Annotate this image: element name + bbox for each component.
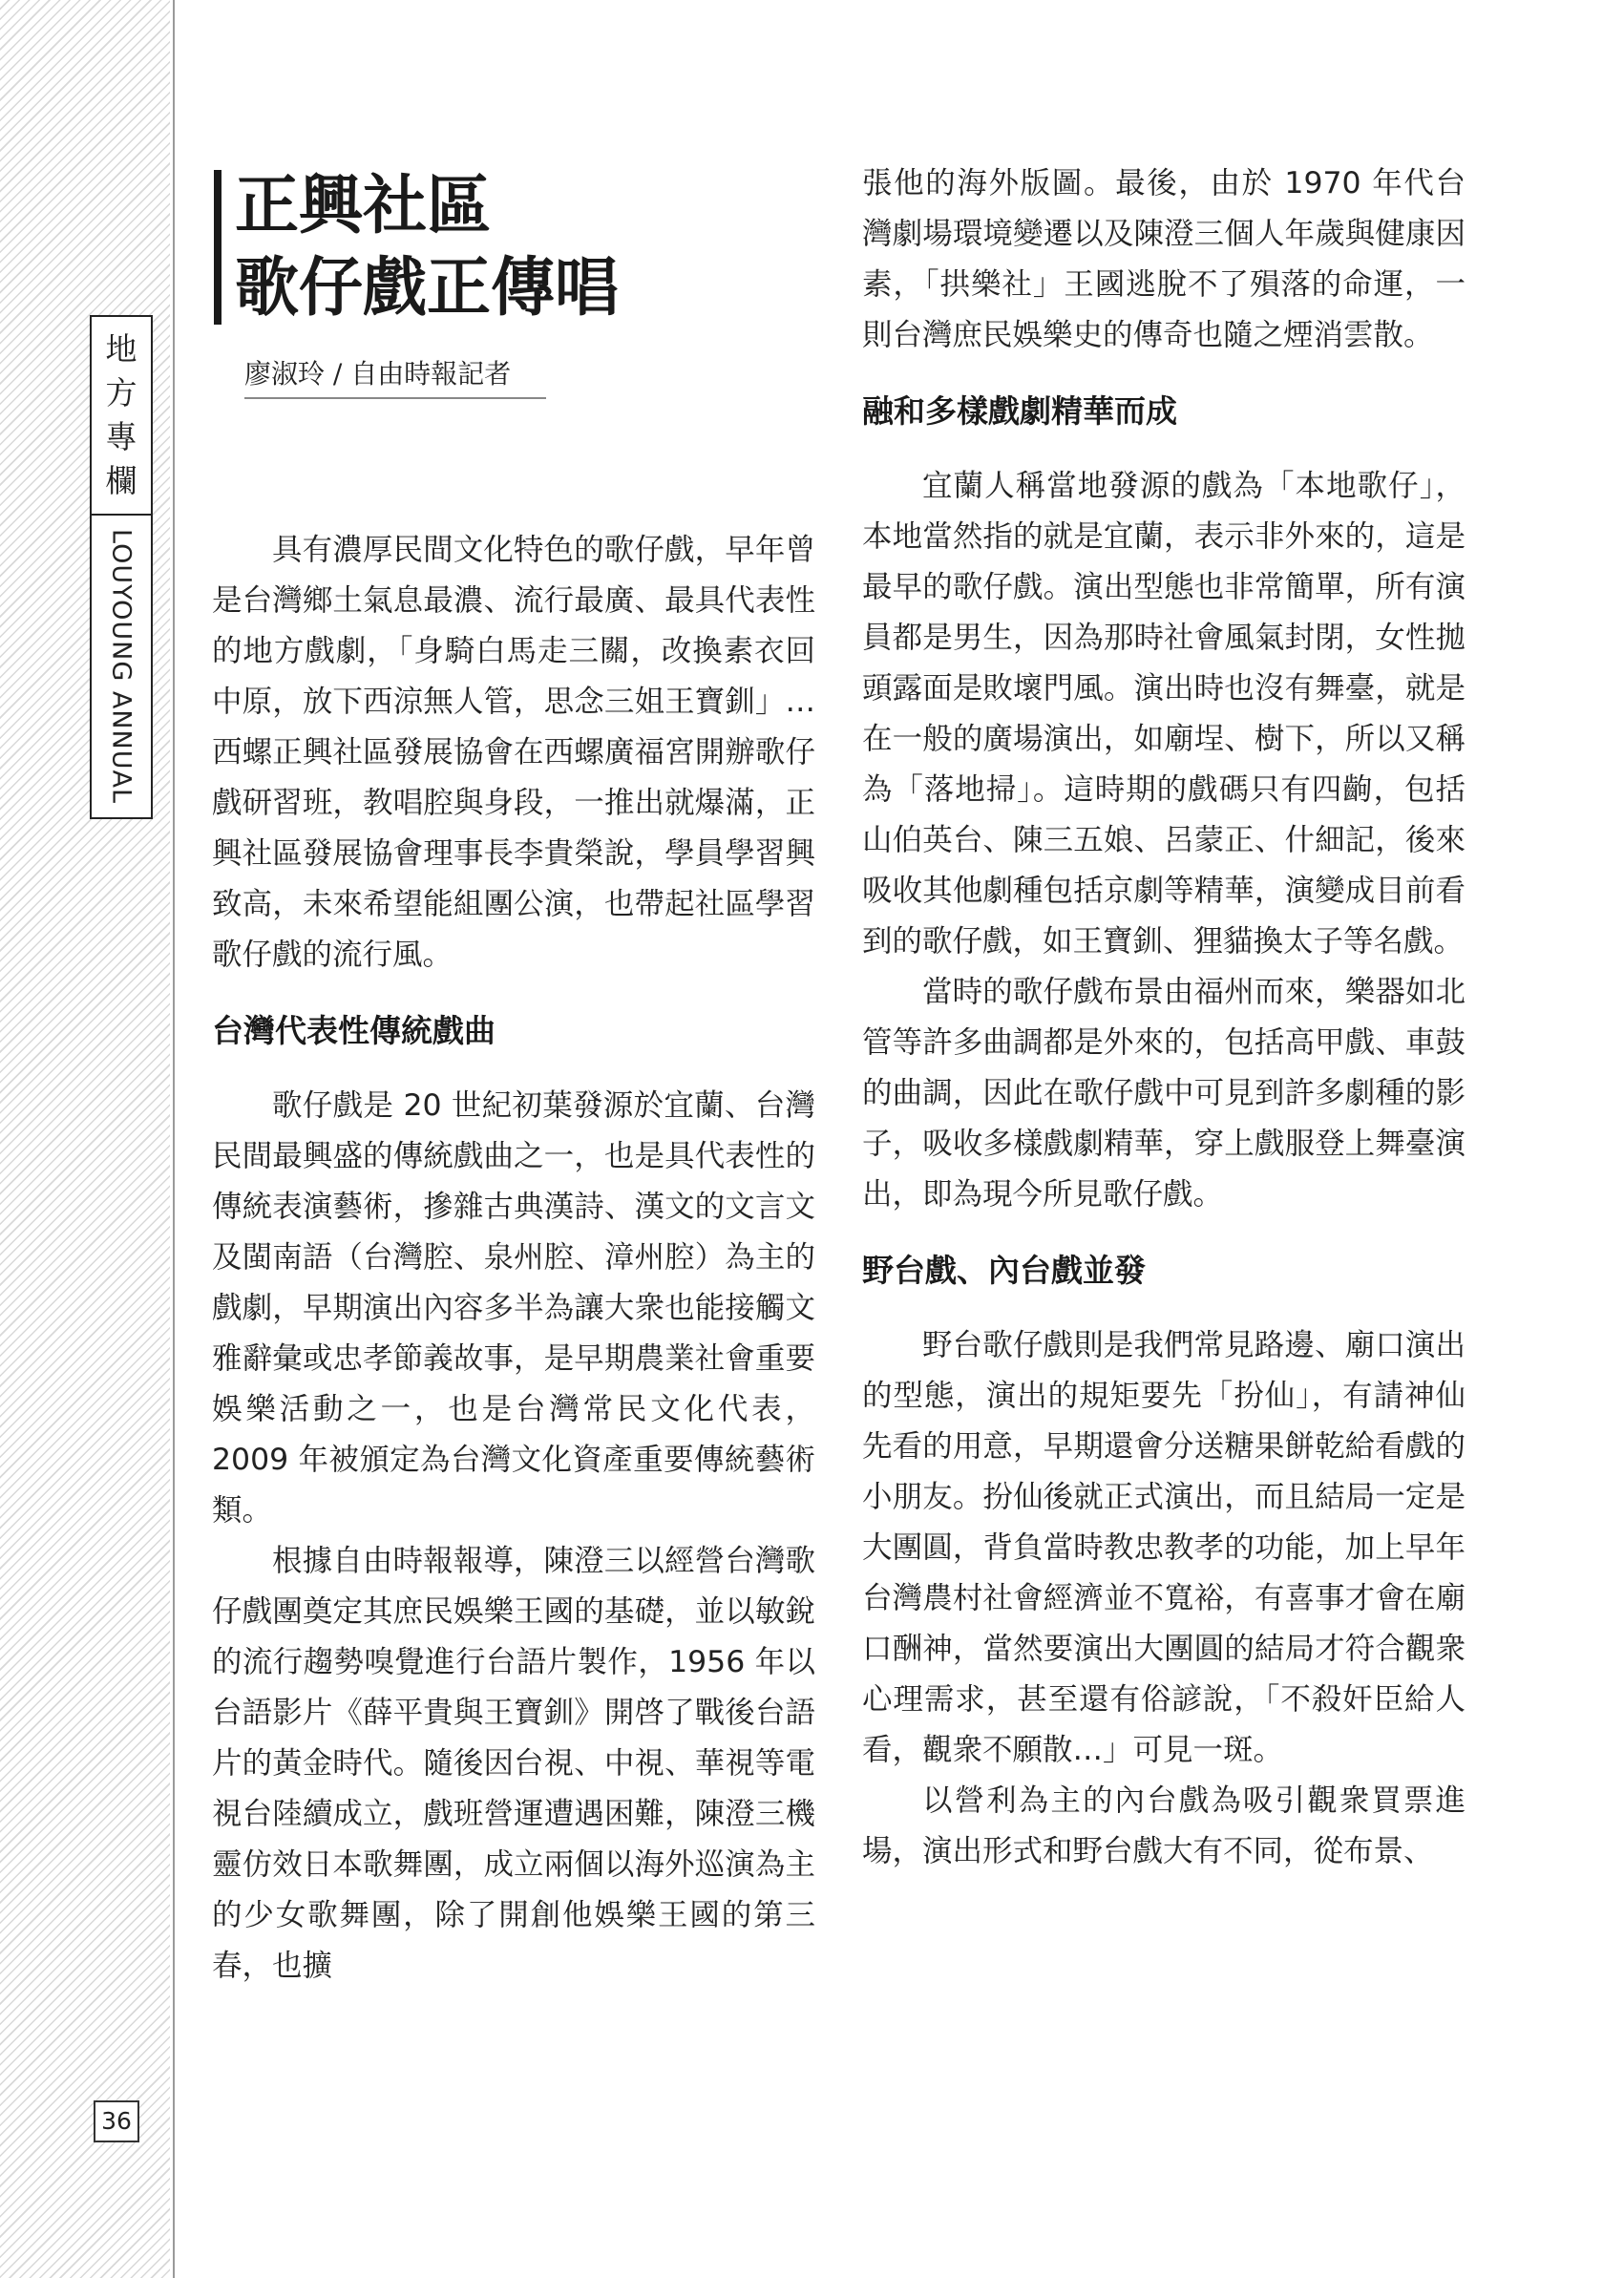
right-column bbox=[862, 158, 1466, 1877]
title-line-2: 歌仔戲正傳唱 bbox=[235, 249, 619, 325]
paragraph: 張他的海外版圖。最後，由於 1970 年代台灣劇場環境變遷以及陳澄三個人年歲與健康因素，「拱樂社」王國逃脫不了殞落的命運，一則台灣庶民娛樂史的傳奇也隨之煙消雲散。 bbox=[862, 166, 1466, 352]
section-char: 方 bbox=[105, 374, 137, 411]
byline: 廖淑玲 / 自由時報記者 bbox=[244, 358, 512, 390]
paragraph: 歌仔戲是 20 世紀初葉發源於宜蘭、台灣民間最興盛的傳統戲曲之一，也是具代表性的傳統表演藝術，摻雜古典漢詩、漢文的文言文及閩南語（台灣腔、泉州腔、漳州腔）為主的戲劇，早期演出內容多半為讓大衆也能接觸文雅辭彙或忠孝節義故事，是早期農業社會重要娛樂活動之一，也是台灣常民文化代表，2009 年被頒定為台灣文化資產重要傳統藝術類。 bbox=[212, 1088, 815, 1528]
publication-label-box bbox=[92, 516, 151, 817]
title-line-1: 正興社區 bbox=[235, 167, 491, 243]
section-char: 專 bbox=[105, 418, 137, 455]
section-heading: 台灣代表性傳統戲曲 bbox=[212, 1012, 496, 1049]
section-char: 欄 bbox=[105, 462, 137, 499]
section-heading: 融和多樣戲劇精華而成 bbox=[862, 392, 1177, 430]
paragraph: 以營利為主的內台戲為吸引觀衆買票進場，演出形式和野台戲大有不同，從布景、 bbox=[862, 1783, 1466, 1868]
section-label bbox=[92, 317, 151, 514]
section-tab bbox=[90, 315, 153, 819]
publication-name: LOUYOUNG ANNUAL bbox=[106, 529, 137, 804]
byline-underline bbox=[244, 397, 546, 399]
paragraph: 宜蘭人稱當地發源的戲為「本地歌仔」，本地當然指的就是宜蘭，表示非外來的，這是最早的歌仔戲。演出型態也非常簡單，所有演員都是男生，因為那時社會風氣封閉，女性拋頭露面是敗壞門風。演出時也沒有舞臺，就是在一般的廣場演出，如廟埕、樹下，所以又稱為「落地掃」。這時期的戲碼只有四齣，包括山伯英台、陳三五娘、呂蒙正、什細記，後來吸收其他劇種包括京劇等精華，演變成目前看到的歌仔戲，如王寶釧、狸貓換太子等名戲。 bbox=[862, 469, 1466, 959]
page-number: 36 bbox=[94, 2100, 139, 2142]
margin-divider-line bbox=[173, 0, 175, 2278]
left-column bbox=[212, 525, 815, 1992]
section-heading: 野台戲、內台戲並發 bbox=[862, 1252, 1146, 1289]
paragraph: 當時的歌仔戲布景由福州而來，樂器如北管等許多曲調都是外來的，包括高甲戲、車鼓的曲調，因此在歌仔戲中可見到許多劇種的影子，吸收多樣戲劇精華，穿上戲服登上舞臺演出，即為現今所見歌仔戲。 bbox=[862, 975, 1466, 1212]
article-title bbox=[235, 164, 619, 328]
section-char: 地 bbox=[105, 330, 137, 368]
paragraph: 野台歌仔戲則是我們常見路邊、廟口演出的型態，演出的規矩要先「扮仙」，有請神仙先看的用意，早期還會分送糖果餅乾給看戲的小朋友。扮仙後就正式演出，而且結局一定是大團圓，背負當時教忠教孝的功能，加上早年台灣農村社會經濟並不寬裕，有喜事才會在廟口酬神，當然要演出大團圓的結局才符合觀衆心理需求，甚至還有俗諺說，「不殺奸臣給人看，觀衆不願散…」可見一斑。 bbox=[862, 1328, 1466, 1767]
paragraph: 根據自由時報報導，陳澄三以經營台灣歌仔戲團奠定其庶民娛樂王國的基礎，並以敏銳的流行趨勢嗅覺進行台語片製作，1956 年以台語影片《薛平貴與王寶釧》開啓了戰後台語片的黃金時代。隨後因台視、中視、華視等電視台陸續成立，戲班營運遭遇困難，陳澄三機靈仿效日本歌舞團，成立兩個以海外巡演為主的少女歌舞團，除了開創他娛樂王國的第三春，也擴 bbox=[212, 1544, 815, 1983]
paragraph: 具有濃厚民間文化特色的歌仔戲，早年曾是台灣鄉土氣息最濃、流行最廣、最具代表性的地方戲劇，「身騎白馬走三關，改換素衣回中原，放下西涼無人管，思念三姐王寶釧」…西螺正興社區發展協會在西螺廣福宮開辦歌仔戲研習班，教唱腔與身段，一推出就爆滿，正興社區發展協會理事長李貴榮說，學員學習興致高，未來希望能組團公演，也帶起社區學習歌仔戲的流行風。 bbox=[212, 533, 815, 972]
title-accent-bar bbox=[214, 170, 221, 325]
